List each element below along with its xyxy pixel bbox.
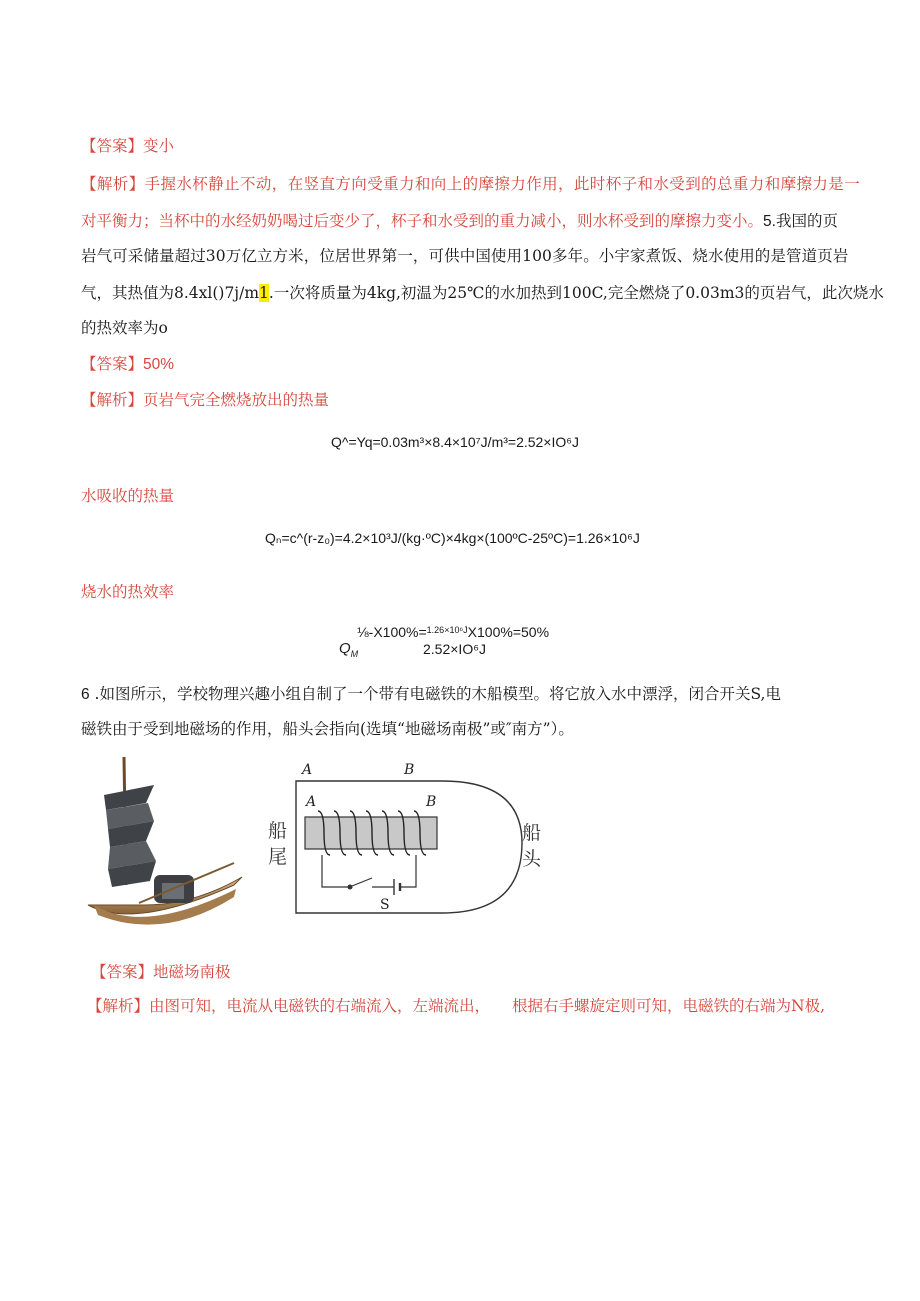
answer-line-q5 [81, 354, 174, 375]
analysis-line-q5 [81, 390, 329, 410]
question-stem-q5-line4 [81, 283, 884, 303]
formula-heat-absorbed: Qₙ=c^(r-z₀)=4.2×10³J/(kg·ºC)×4kg×(100ºC-25ºC)=1.26×10⁶J [265, 530, 640, 546]
question-stem: 5.我国的页 [763, 213, 838, 230]
stern-char-1: 船 [268, 820, 288, 842]
bow-label [522, 820, 541, 872]
formula-efficiency-denominator: 2.52×IO⁶J [423, 641, 486, 657]
answer-tag: 【答案】 [81, 355, 144, 373]
switch-lever [352, 878, 372, 886]
label-b-outer: B [404, 762, 415, 778]
analysis-line-q6 [87, 996, 825, 1016]
analysis-line-q4-2 [81, 211, 838, 232]
analysis-tag: 【解析】 [81, 175, 145, 193]
stern-char-2: 尾 [268, 846, 288, 868]
analysis-text: 手握水杯静止不动，在竖直方向受重力和向上的摩擦力作用，此时杯子和水受到的总重力和摩擦力是一 [144, 175, 861, 193]
formula-heat-released: Q^=Yq=0.03m³×8.4×10⁷J/m³=2.52×IO⁶J [331, 434, 580, 450]
label-water-absorbed-heat: 水吸收的热量 [81, 487, 175, 505]
circuit-diagram [292, 755, 552, 925]
stem-text: 气，其热值为8.4xl()7j/m [81, 284, 260, 302]
formula-q: Q [339, 640, 351, 657]
label-switch-s: S [380, 897, 390, 913]
formula-q-sub: M [350, 649, 359, 659]
analysis-text: 由图可知，电流从电磁铁的右端流入，左端流出， [149, 997, 491, 1015]
answer-tag: 【答案】 [81, 137, 144, 155]
formula-q-symbol [339, 640, 358, 659]
question-number: 6 [81, 686, 90, 703]
answer-tag: 【答案】 [91, 963, 154, 981]
answer-line-q6 [91, 962, 231, 982]
switch-contact [348, 885, 353, 890]
answer-text: 变小 [143, 137, 175, 155]
analysis-tag: 【解析】 [87, 997, 150, 1015]
formula-efficiency-top [357, 624, 549, 640]
answer-text: 地磁场南极 [153, 963, 231, 981]
boat-model-photo [84, 755, 256, 945]
label-a-outer: A [302, 762, 313, 778]
label-b-inner: B [426, 794, 437, 810]
stem-text: .一次将质量为4kg,初温为25℃的水加热到100C,完全燃烧了0.03m3的页岩气，此次烧水 [268, 284, 884, 302]
highlight-mark: 1 [259, 284, 269, 302]
analysis-text: 根据右手螺旋定则可知，电磁铁的右端为N极, [512, 997, 826, 1015]
stern-label [268, 818, 287, 870]
answer-text: 50% [143, 356, 175, 373]
bow-char-1: 船 [522, 822, 542, 844]
analysis-text: 对平衡力；当杯中的水经奶奶喝过后变少了，杯子和水受到的重力减小，则水杯受到的摩擦力变小。 [81, 212, 764, 230]
analysis-tag: 【解析】 [81, 391, 144, 409]
stem-text: .如图所示，学校物理兴趣小组自制了一个带有电磁铁的木船模型。将它放入水中漂浮，闭合开关S,电 [89, 685, 781, 703]
formula-part: X100%=50% [467, 624, 550, 640]
label-efficiency: 烧水的热效率 [81, 583, 175, 601]
label-a-inner: A [306, 794, 317, 810]
analysis-line-q4-1 [81, 174, 860, 194]
answer-line-q4 [81, 136, 174, 156]
bow-char-2: 头 [522, 848, 542, 870]
question-stem-q5-line3: 岩气可采储量超过30万亿立方米，位居世界第一，可供中国使用100多年。小宇家煮饭、烧水使用的是管道页岩 [81, 247, 849, 265]
question-stem-q5-line5: 的热效率为o [81, 319, 168, 337]
question-stem-q6-line1 [81, 684, 781, 705]
formula-part: ⅛-X100%= [357, 624, 427, 640]
formula-numerator: 1.26×10⁶J [426, 625, 468, 635]
question-stem-q6-line2: 磁铁由于受到地磁场的作用，船头会指向(选填“地磁场南极”或″南方”）。 [81, 720, 574, 738]
analysis-text: 页岩气完全燃烧放出的热量 [143, 391, 330, 409]
